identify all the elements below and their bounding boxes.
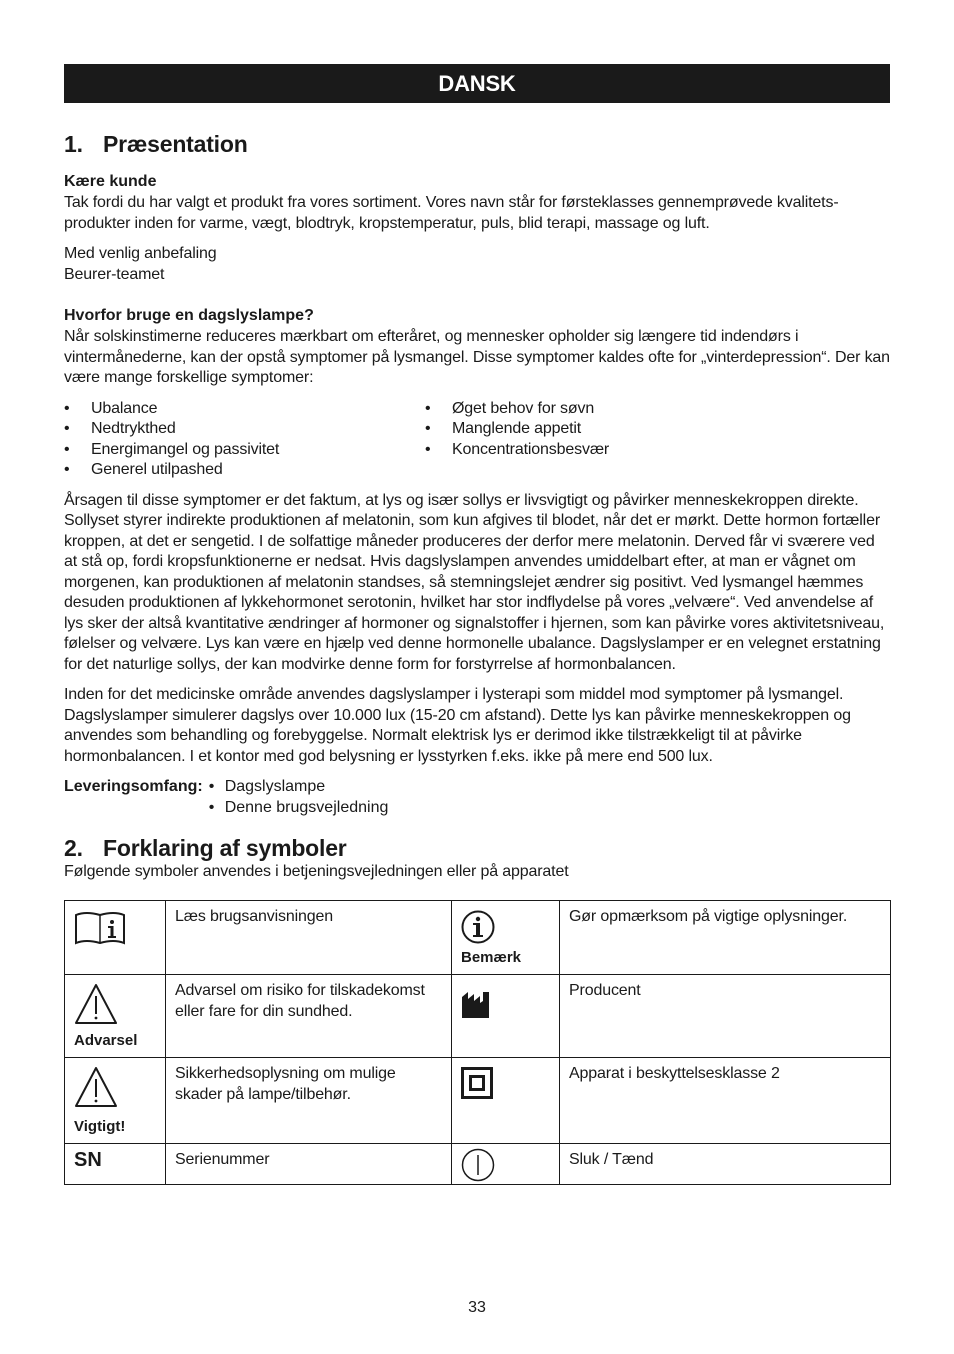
list-item: • Energimangel og passivitet bbox=[64, 440, 425, 461]
warning-icon bbox=[74, 983, 118, 1025]
table-row bbox=[65, 974, 891, 1057]
manual-page bbox=[64, 64, 890, 1185]
symbols-table bbox=[64, 900, 891, 1185]
table-row bbox=[65, 900, 891, 974]
closing-line-2: Beurer-teamet bbox=[64, 265, 165, 283]
why-paragraph: Når solskinstimerne reduceres mærkbart om efteråret, og mennesker opholder sig længere tid indendørs i vintermånederne, kan der opstå symptomer på lysmangel. Disse symptomer kaldes ofte for „vinterdepression“. Der kan være mange forskellige symptomer: bbox=[64, 328, 890, 386]
info-icon bbox=[461, 910, 495, 944]
symbol-cell bbox=[65, 1057, 166, 1143]
symbol-description: Gør opmærksom på vigtige oplysninger. bbox=[560, 900, 891, 974]
symbol-label: Advarsel bbox=[74, 1031, 138, 1049]
symbol-cell bbox=[452, 1057, 560, 1143]
symbol-description: Serienummer bbox=[166, 1143, 452, 1184]
delivery-list bbox=[209, 777, 389, 818]
language-label: DANSK bbox=[438, 71, 516, 96]
delivery-label: Leveringsomfang: bbox=[64, 778, 203, 795]
section-1-title: Præsentation bbox=[103, 131, 248, 157]
symbol-cell bbox=[452, 1143, 560, 1184]
manual-icon bbox=[74, 911, 126, 947]
symptoms-list bbox=[64, 399, 890, 481]
list-item: • Nedtrykthed bbox=[64, 419, 425, 440]
symbol-description: Producent bbox=[560, 974, 891, 1057]
closing-line-1: Med venlig anbefaling bbox=[64, 245, 217, 262]
list-item: • Ubalance bbox=[64, 399, 425, 420]
section-1-heading bbox=[64, 129, 890, 159]
page-number: 33 bbox=[468, 1299, 486, 1316]
section-2-number: 2. bbox=[64, 835, 83, 861]
power-icon bbox=[461, 1148, 495, 1182]
symbol-description: Advarsel om risiko for tilskadekomst eller fare for din sundhed. bbox=[166, 974, 452, 1057]
symbol-cell bbox=[65, 1143, 166, 1184]
section-1-number: 1. bbox=[64, 131, 83, 157]
protection-class-2-icon bbox=[461, 1067, 493, 1099]
list-item: • Generel utilpashed bbox=[64, 460, 425, 481]
list-item: • Dagslyslampe bbox=[209, 777, 389, 798]
section-2-title: Forklaring af symboler bbox=[103, 835, 347, 861]
list-item: • Koncentrationsbesvær bbox=[425, 440, 609, 461]
cause-paragraph: Årsagen til disse symptomer er det faktum, at lys og især sollys er livsvigtigt og påvirker menneskekroppen direkte. Sollyset styrer indirekte produktionen af melatonin, som kun afgives til blodet, når det er mørkt. Dette hormon fortæller kroppen, at det er sengetid. I de solfattige måneder produceres der derfor mere melatonin. Derved får vi sværere ved at stå op, fordi kropsfunktionerne er nedsat. Hvis dagslyslampen anvendes umiddelbart efter, at man er vågnet om morgenen, kan produktionen af melatonin standses, så stemningslejet ændrer sig positivt. Ved lysmangel hæmmes desuden produktionen af lykkehormonet serotonin, hvilket har stor indflydelse på vores „velvære“. Ved anvendelse af lys sker der altså kvantitative ændringer af hormoner og signalstoffer i hjernen, som kan påvirke vores aktivitetsniveau, følelser og velvære. Lys kan være en hjælp ved denne hormonelle ubalance. Dagslyslamper er en velegnet erstatning for det naturlige sollys, der kan modvirke denne form for forstyrrelse af hormonbalancen. bbox=[64, 491, 885, 673]
warning-icon bbox=[74, 1066, 118, 1108]
language-banner bbox=[64, 64, 890, 103]
symbol-description: Læs brugsanvisningen bbox=[166, 900, 452, 974]
why-heading: Hvorfor bruge en dagslyslampe? bbox=[64, 307, 314, 324]
medical-paragraph: Inden for det medicinske område anvendes dagslyslamper i lysterapi som middel mod symptomer på lysmangel. Dagslyslamper simulerer dagslys over 10.000 lux (15-20 cm afstand). Dette lys kan påvirke menneskekroppen og anvendes som behandling og forebyggelse. Normalt elektrisk lys er derimod ikke tilstrækkeligt til at påvirke hormonbalancen. I et kontor med god belysning er lysstyrken f.eks. ikke på mere end 500 lux. bbox=[64, 686, 851, 765]
symbol-description: Sikkerhedsoplysning om mulige skader på lampe/tilbehør. bbox=[166, 1057, 452, 1143]
symptoms-left-column bbox=[64, 399, 425, 481]
symbol-cell bbox=[452, 974, 560, 1057]
symbol-description: Apparat i beskyttelsesklasse 2 bbox=[560, 1057, 891, 1143]
table-row bbox=[65, 1143, 891, 1184]
symbol-cell bbox=[65, 900, 166, 974]
table-row bbox=[65, 1057, 891, 1143]
list-item: • Øget behov for søvn bbox=[425, 399, 609, 420]
section-2-heading bbox=[64, 834, 890, 862]
symptoms-right-column bbox=[425, 399, 609, 481]
symbol-cell bbox=[452, 900, 560, 974]
manufacturer-icon bbox=[461, 991, 491, 1019]
greeting-heading: Kære kunde bbox=[64, 173, 157, 190]
list-item: • Denne brugsvejledning bbox=[209, 798, 389, 819]
symbol-cell bbox=[65, 974, 166, 1057]
symbol-label: Bemærk bbox=[461, 948, 522, 966]
symbol-description: Sluk / Tænd bbox=[560, 1143, 891, 1184]
serial-number-icon: SN bbox=[74, 1148, 102, 1171]
section-2-subtitle: Følgende symboler anvendes i betjeningsvejledningen eller på apparatet bbox=[64, 863, 569, 880]
delivery-scope bbox=[64, 777, 890, 818]
intro-paragraph: Tak fordi du har valgt et produkt fra vores sortiment. Vores navn står for førsteklasses gennemprøvede kvalitets-produkter inden for varme, vægt, blodtryk, kropstemperatur, puls, blid terapi, massage og luft. bbox=[64, 194, 839, 232]
list-item: • Manglende appetit bbox=[425, 419, 609, 440]
symbol-label: Vigtigt! bbox=[74, 1117, 126, 1135]
